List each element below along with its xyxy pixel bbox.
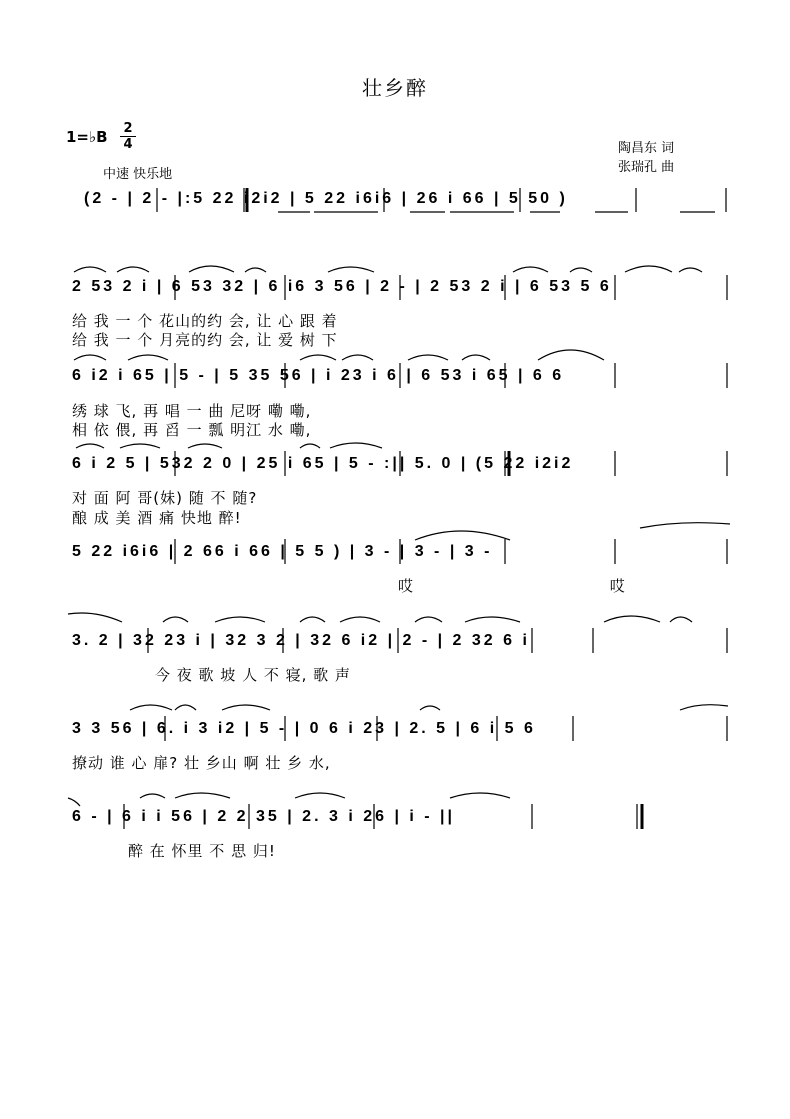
system-2-notes: 2 53 2 i | 6 53 32 | 6 i6 3 56 | 2 - | 2 53 2 i | 6 53 5 6 [72, 278, 612, 295]
system-7-lyrics: 撩动 谁 心 扉? 壮 乡山 啊 壮 乡 水, [72, 754, 331, 772]
system-4-notes: 6 i 2 5 | 532 2 0 | 25 i 65 | 5 - :|| 5. 0 | (5 22 i2i2 [72, 455, 574, 472]
meter-top: 2 [123, 121, 133, 136]
system-8-notes: 6 - | 6 i i 56 | 2 2 35 | 2. 3 i 26 | i - || [72, 808, 455, 825]
tempo-marking: 中速 快乐地 [103, 167, 173, 182]
system-7-notes: 3 3 56 | 6. i 3 i2 | 5 - | 0 6 i 23 | 2. 5 | 6 i 5 6 [72, 720, 536, 737]
system-3-lyrics-verse-1: 绣 球 飞, 再 唱 一 曲 尼呀 嘞 嘞, [72, 402, 312, 420]
system-8-lyrics: 醉 在 怀里 不 思 归! [128, 842, 276, 860]
system-4-lyrics-verse-2: 酿 成 美 酒 痛 快地 醉! [72, 509, 242, 527]
system-2-lyrics-verse-2: 给 我 一 个 月亮的约 会, 让 爱 树 下 [72, 331, 338, 349]
system-3-lyrics-verse-2: 相 依 偎, 再 舀 一 瓢 明江 水 嘞, [72, 421, 312, 439]
system-2-lyrics-verse-1: 给 我 一 个 花山的约 会, 让 心 跟 着 [72, 312, 338, 330]
composer-credit: 张瑞孔 曲 [618, 160, 675, 175]
key-signature: 1=♭B [66, 128, 108, 146]
system-1-notes: (2 - | 2 - |:5 22 i2i2 | 5 22 i6i6 | 26 i 66 | 5 50 ) [84, 190, 568, 207]
system-6-notes: 3. 2 | 32 23 i | 32 3 2 | 32 6 i2 | 2 - | 2 32 6 i [72, 632, 530, 649]
lyricist-credit: 陶昌东 词 [618, 141, 675, 156]
system-5-lyrics: 哎 哎 [398, 577, 626, 595]
system-4-lyrics-verse-1: 对 面 阿 哥(妹) 随 不 随? [72, 489, 258, 507]
score-title: 壮乡醉 [362, 76, 428, 100]
system-3-notes: 6 i2 i 65 | 5 - | 5 35 56 | i 23 i 6 | 6 53 i 65 | 6 6 [72, 367, 565, 384]
meter-bottom: 4 [123, 137, 133, 152]
system-5-notes: 5 22 i6i6 | 2 66 i 66 | 5 5 ) | 3 - | 3 - | 3 - [72, 543, 493, 560]
system-6-lyrics: 今 夜 歌 坡 人 不 寝, 歌 声 [155, 666, 351, 684]
